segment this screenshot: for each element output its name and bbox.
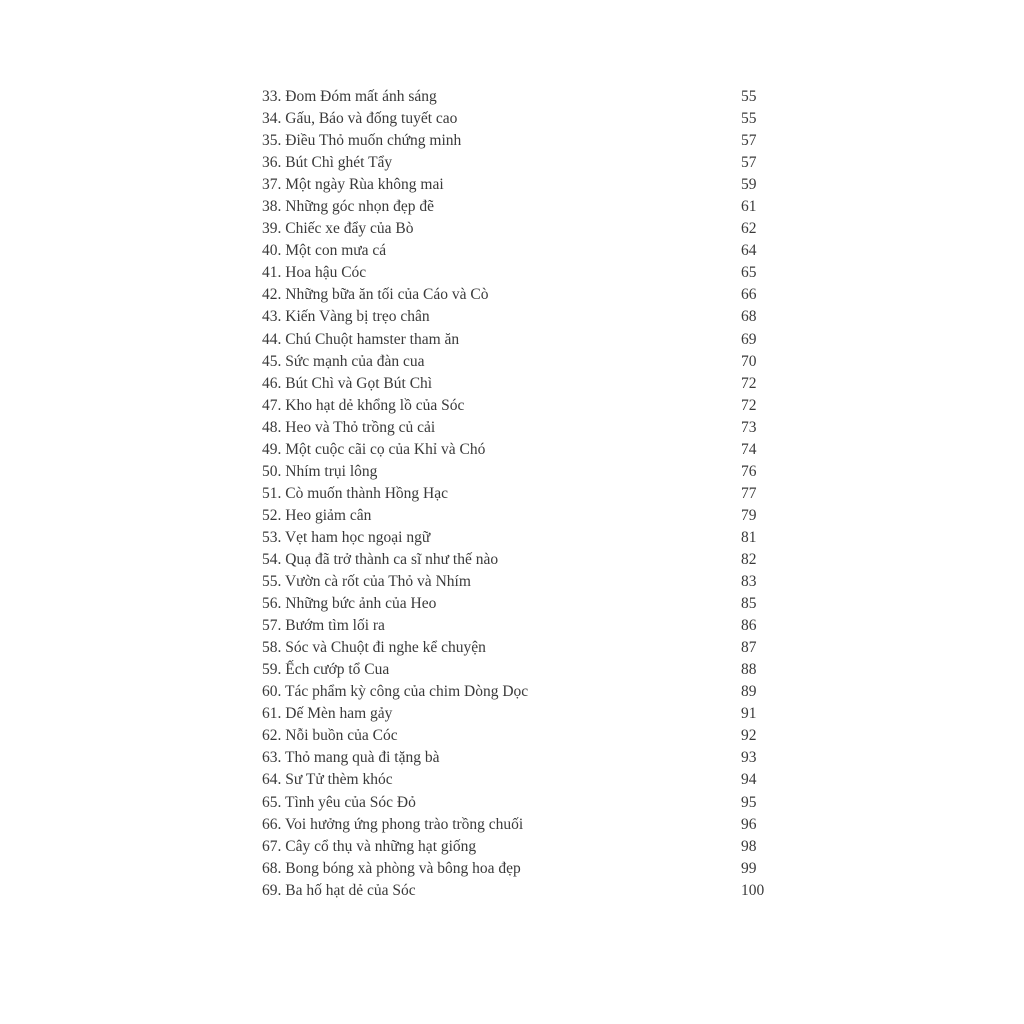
toc-entry-page-number: 93 bbox=[741, 749, 757, 767]
toc-entry-page-number: 96 bbox=[741, 815, 757, 833]
toc-entry-title: 65. Tình yêu của Sóc Đỏ bbox=[262, 793, 416, 811]
toc-entry-title: 51. Cò muốn thành Hồng Hạc bbox=[262, 484, 448, 502]
toc-entry bbox=[262, 747, 782, 769]
toc-entry-title: 46. Bút Chì và Gọt Bút Chì bbox=[262, 374, 433, 392]
toc-entry-page-number: 70 bbox=[741, 352, 757, 370]
toc-entry-title: 44. Chú Chuột hamster tham ăn bbox=[262, 330, 460, 348]
toc-entry-page-number: 72 bbox=[741, 396, 757, 414]
toc-entry bbox=[262, 527, 782, 549]
toc-entry bbox=[262, 571, 782, 593]
toc-entry-title: 60. Tác phẩm kỳ công của chim Dòng Dọc bbox=[262, 683, 529, 701]
toc-entry-title: 69. Ba hố hạt dẻ của Sóc bbox=[262, 881, 416, 899]
toc-entry bbox=[262, 792, 782, 814]
toc-entry bbox=[262, 108, 782, 130]
toc-entry-page-number: 61 bbox=[741, 198, 757, 216]
toc-entry-title: 42. Những bữa ăn tối của Cáo và Cò bbox=[262, 286, 489, 304]
toc-entry bbox=[262, 174, 782, 196]
toc-entry-page-number: 68 bbox=[741, 308, 757, 326]
toc-entry bbox=[262, 306, 782, 328]
toc-entry-page-number: 59 bbox=[741, 176, 757, 194]
toc-entry-title: 41. Hoa hậu Cóc bbox=[262, 264, 367, 282]
toc-entry bbox=[262, 880, 782, 902]
toc-entry-page-number: 85 bbox=[741, 595, 757, 613]
toc-entry bbox=[262, 329, 782, 351]
toc-entry-page-number: 82 bbox=[741, 550, 757, 568]
toc-entry-title: 66. Voi hưởng ứng phong trào trồng chuối bbox=[262, 815, 524, 833]
toc-entry-page-number: 73 bbox=[741, 418, 757, 436]
toc-entry-page-number: 77 bbox=[741, 484, 757, 502]
toc-entry bbox=[262, 814, 782, 836]
toc-entry-page-number: 72 bbox=[741, 374, 757, 392]
toc-entry-page-number: 69 bbox=[741, 330, 757, 348]
table-of-contents bbox=[262, 86, 782, 902]
toc-entry-page-number: 64 bbox=[741, 242, 757, 260]
toc-entry bbox=[262, 659, 782, 681]
toc-entry bbox=[262, 703, 782, 725]
toc-entry-page-number: 94 bbox=[741, 771, 757, 789]
toc-entry bbox=[262, 836, 782, 858]
toc-entry-page-number: 62 bbox=[741, 220, 757, 238]
toc-entry-title: 35. Điều Thỏ muốn chứng minh bbox=[262, 132, 462, 150]
toc-entry-title: 67. Cây cổ thụ và những hạt giống bbox=[262, 837, 477, 855]
toc-entry-page-number: 88 bbox=[741, 661, 757, 679]
toc-entry-title: 59. Ếch cướp tổ Cua bbox=[262, 661, 390, 679]
toc-entry-page-number: 86 bbox=[741, 617, 757, 635]
toc-entry-title: 62. Nỗi buồn của Cóc bbox=[262, 727, 398, 745]
toc-entry-title: 40. Một con mưa cá bbox=[262, 242, 387, 260]
toc-entry-title: 57. Bướm tìm lối ra bbox=[262, 617, 385, 635]
toc-entry bbox=[262, 86, 782, 108]
toc-entry-title: 33. Đom Đóm mất ánh sáng bbox=[262, 88, 437, 105]
toc-entry bbox=[262, 439, 782, 461]
toc-entry-page-number: 99 bbox=[741, 859, 757, 877]
toc-entry-title: 45. Sức mạnh của đàn cua bbox=[262, 352, 425, 370]
toc-entry-page-number: 66 bbox=[741, 286, 757, 304]
toc-entry-title: 68. Bong bóng xà phòng và bông hoa đẹp bbox=[262, 859, 521, 877]
toc-entry-page-number: 55 bbox=[741, 88, 757, 105]
toc-entry-page-number: 79 bbox=[741, 506, 757, 524]
toc-entry bbox=[262, 725, 782, 747]
toc-entry bbox=[262, 615, 782, 637]
toc-entry-page-number: 74 bbox=[741, 440, 757, 458]
toc-entry-page-number: 98 bbox=[741, 837, 757, 855]
toc-entry bbox=[262, 549, 782, 571]
toc-entry bbox=[262, 395, 782, 417]
toc-entry-page-number: 89 bbox=[741, 683, 757, 701]
toc-entry-title: 38. Những góc nhọn đẹp đẽ bbox=[262, 198, 434, 216]
toc-entry-title: 36. Bút Chì ghét Tẩy bbox=[262, 154, 393, 172]
toc-entry-page-number: 81 bbox=[741, 528, 757, 546]
toc-entry bbox=[262, 461, 782, 483]
toc-entry-page-number: 57 bbox=[741, 132, 757, 150]
toc-entry-title: 47. Kho hạt dẻ khổng lồ của Sóc bbox=[262, 396, 465, 414]
toc-entry-title: 55. Vườn cà rốt của Thỏ và Nhím bbox=[262, 573, 471, 591]
toc-entry bbox=[262, 483, 782, 505]
toc-entry bbox=[262, 351, 782, 373]
toc-entry-title: 37. Một ngày Rùa không mai bbox=[262, 176, 444, 194]
toc-entry bbox=[262, 593, 782, 615]
toc-entry-page-number: 92 bbox=[741, 727, 757, 745]
toc-entry bbox=[262, 505, 782, 527]
toc-entry-page-number: 95 bbox=[741, 793, 757, 811]
toc-entry-title: 39. Chiếc xe đẩy của Bò bbox=[262, 220, 414, 238]
toc-entry-page-number: 83 bbox=[741, 573, 757, 591]
toc-entry-page-number: 57 bbox=[741, 154, 757, 172]
toc-entry-title: 34. Gấu, Báo và đống tuyết cao bbox=[262, 110, 458, 128]
toc-entry-title: 48. Heo và Thỏ trồng củ cải bbox=[262, 418, 436, 436]
toc-entry bbox=[262, 152, 782, 174]
toc-entry bbox=[262, 240, 782, 262]
toc-entry-page-number: 65 bbox=[741, 264, 757, 282]
toc-entry bbox=[262, 681, 782, 703]
toc-entry-title: 56. Những bức ảnh của Heo bbox=[262, 595, 437, 613]
toc-entry bbox=[262, 373, 782, 395]
toc-entry bbox=[262, 858, 782, 880]
toc-entry-title: 43. Kiến Vàng bị trẹo chân bbox=[262, 308, 430, 326]
toc-entry-title: 58. Sóc và Chuột đi nghe kể chuyện bbox=[262, 639, 486, 657]
toc-entry bbox=[262, 130, 782, 152]
toc-entry-page-number: 91 bbox=[741, 705, 757, 723]
toc-entry bbox=[262, 637, 782, 659]
toc-entry bbox=[262, 218, 782, 240]
toc-entry-page-number: 100 bbox=[741, 881, 765, 899]
toc-entry bbox=[262, 417, 782, 439]
toc-entry-page-number: 87 bbox=[741, 639, 757, 657]
toc-entry-title: 64. Sư Tử thèm khóc bbox=[262, 771, 393, 789]
toc-entry-title: 54. Quạ đã trở thành ca sĩ như thế nào bbox=[262, 550, 499, 568]
toc-entry-title: 63. Thỏ mang quà đi tặng bà bbox=[262, 749, 440, 767]
toc-entry-title: 61. Dế Mèn ham gảy bbox=[262, 705, 393, 723]
toc-entry-title: 52. Heo giảm cân bbox=[262, 506, 372, 524]
toc-entry bbox=[262, 769, 782, 791]
toc-entry-title: 50. Nhím trụi lông bbox=[262, 462, 378, 480]
toc-entry-title: 53. Vẹt ham học ngoại ngữ bbox=[262, 528, 431, 546]
toc-entry-page-number: 76 bbox=[741, 462, 757, 480]
toc-entry bbox=[262, 284, 782, 306]
toc-entry-title: 49. Một cuộc cãi cọ của Khỉ và Chó bbox=[262, 440, 486, 458]
toc-entry bbox=[262, 262, 782, 284]
toc-entry-page-number: 55 bbox=[741, 110, 757, 128]
toc-entry bbox=[262, 196, 782, 218]
